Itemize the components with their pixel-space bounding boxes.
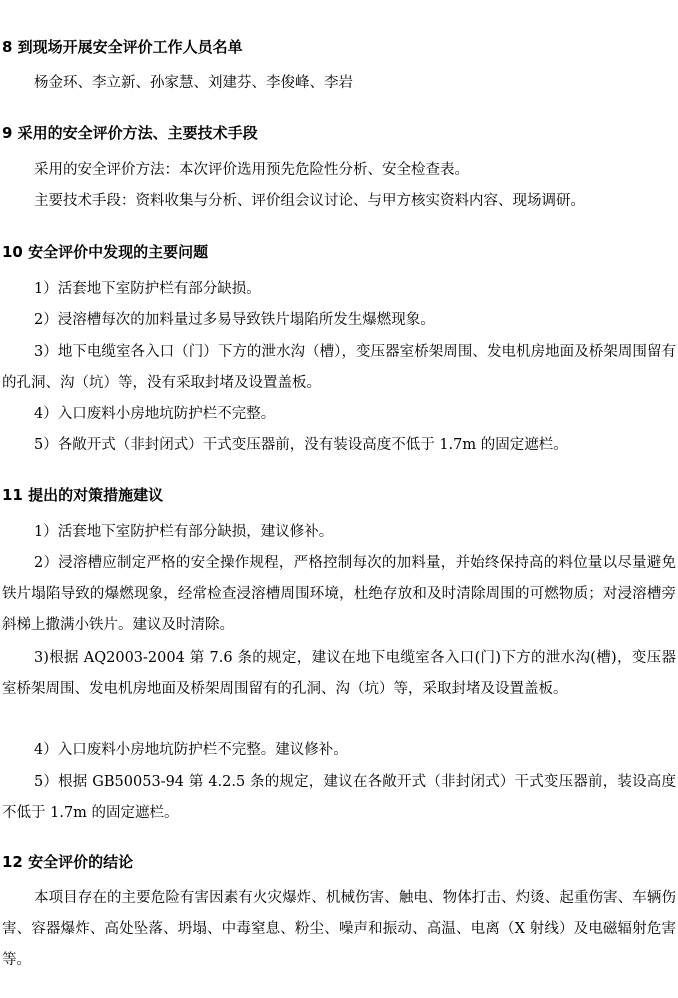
- section-11-item-3: 3)根据 AQ2003-2004 第 7.6 条的规定，建议在地下电缆室各入口(门)下方的泄水沟(槽)，变压器室桥架周围、发电机房地面及桥架周围留有的孔洞、沟（坑）等，采取封堵及设置盖板。: [2, 650, 676, 697]
- section-10-item-4: 4）入口废料小房地坑防护栏不完整。: [34, 406, 276, 422]
- section-11-item-4: 4）入口废料小房地坑防护栏不完整。建议修补。: [34, 742, 348, 758]
- section-9-heading: 9 采用的安全评价方法、主要技术手段: [2, 124, 258, 142]
- section-11-item-1: 1）活套地下室防护栏有部分缺损，建议修补。: [34, 524, 334, 540]
- section-11-item-5: 5）根据 GB50053-94 第 4.2.5 条的规定，建议在各敞开式（非封闭式）干式变压器前，装设高度不低于 1.7m 的固定遮栏。: [2, 774, 676, 821]
- section-9-method: 采用的安全评价方法：本次评价选用预先危险性分析、安全检查表。: [34, 162, 469, 178]
- section-10-heading: 10 安全评价中发现的主要问题: [2, 243, 209, 261]
- section-10-item-2: 2）浸溶槽每次的加料量过多易导致铁片塌陷所发生爆燃现象。: [34, 312, 435, 328]
- section-9-technique: 主要技术手段：资料收集与分析、评价组会议讨论、与甲方核实资料内容、现场调研。: [34, 193, 585, 209]
- section-10-item-1: 1）活套地下室防护栏有部分缺损。: [34, 281, 261, 297]
- section-10-item-3: 3）地下电缆室各入口（门）下方的泄水沟（槽），变压器室桥架周围、发电机房地面及桥架周围留有的孔洞、沟（坑）等，没有采取封堵及设置盖板。: [2, 344, 676, 391]
- section-11-heading: 11 提出的对策措施建议: [2, 486, 164, 504]
- section-8-heading: 8 到现场开展安全评价工作人员名单: [2, 38, 243, 56]
- section-12-conclusion: 本项目存在的主要危险有害因素有火灾爆炸、机械伤害、触电、物体打击、灼烫、起重伤害、车辆伤害、容器爆炸、高处坠落、坍塌、中毒窒息、粉尘、噪声和振动、高温、电离（X 射线）及电磁辐射危害等。: [2, 890, 676, 968]
- section-12-heading: 12 安全评价的结论: [2, 853, 134, 871]
- section-8-staff-list: 杨金环、李立新、孙家慧、刘建芬、李俊峰、李岩: [34, 75, 353, 91]
- section-10-item-5: 5）各敞开式（非封闭式）干式变压器前，没有装设高度不低于 1.7m 的固定遮栏。: [34, 437, 568, 453]
- section-11-item-2: 2）浸溶槽应制定严格的安全操作规程，严格控制每次的加料量，并始终保持高的料位量以尽量避免铁片塌陷导致的爆燃现象，经常检查浸溶槽周围环境，杜绝存放和及时清除周围的可燃物质；对浸溶槽旁斜梯上撒满小铁片。建议及时清除。: [2, 555, 676, 633]
